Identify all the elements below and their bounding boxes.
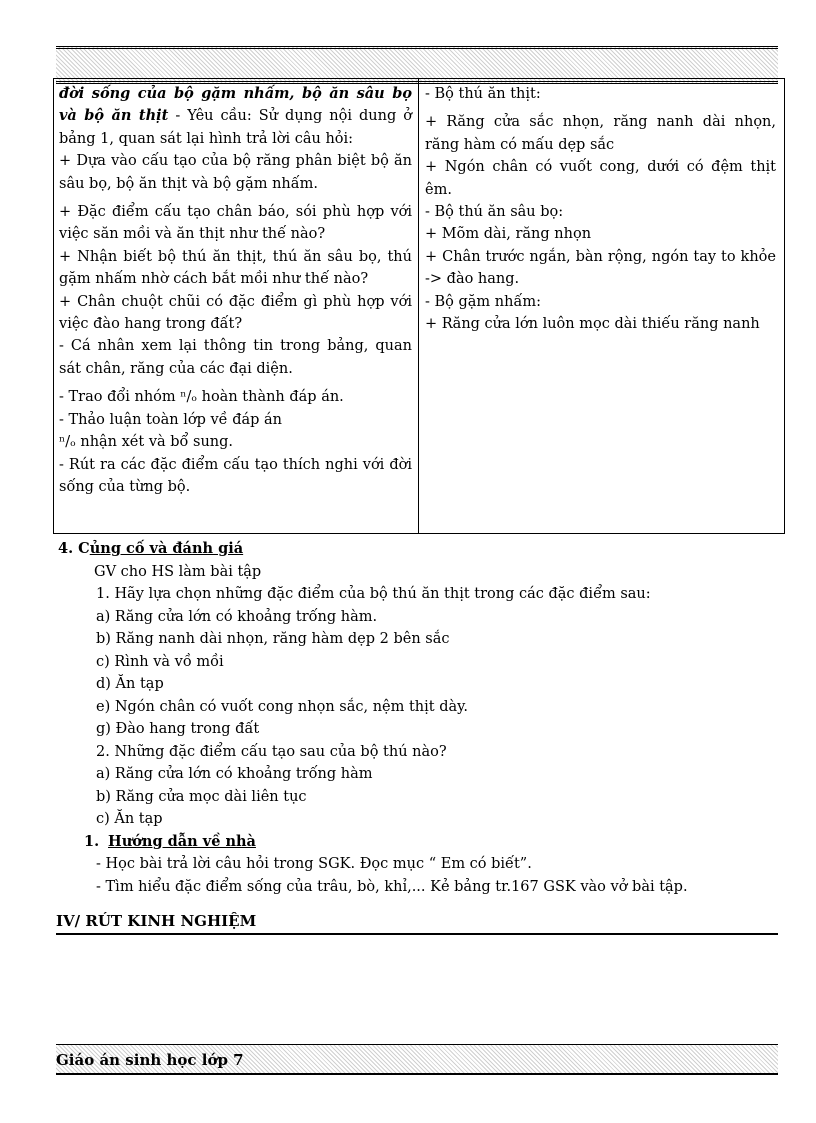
exercise-line: e) Ngón chân có vuốt cong nhọn sắc, nệm thịt dày. <box>96 698 469 715</box>
exercise-line: b) Răng nanh dài nhọn, răng hàm dẹp 2 bên sắc <box>96 631 450 647</box>
table-cell-paragraph: - Bộ gặm nhấm: <box>425 293 541 310</box>
activity-table <box>53 78 785 534</box>
exercise-line: c) Rình và vồ mồi <box>96 653 224 670</box>
exercise-line: 2. Những đặc điểm cấu tạo sau của bộ thú nào? <box>96 743 447 760</box>
section-intro: GV cho HS làm bài tập <box>94 563 262 580</box>
homework-line: - Học bài trả lời câu hỏi trong SGK. Đọc mục “ Em có biết”. <box>96 856 532 872</box>
table-cell-paragraph: - Thảo luận toàn lớp về đáp án <box>59 411 283 428</box>
exercise-line: d) Ăn tạp <box>96 676 164 692</box>
exercise-line: 1. Hãy lựa chọn những đặc điểm của bộ thú ăn thịt trong các đặc điểm sau: <box>96 586 651 602</box>
table-cell-paragraph: - Trao đổi nhóm ⁿ/ₒ hoàn thành đáp án. <box>59 389 344 406</box>
table-cell-paragraph: - Rút ra các đặc điểm cấu tạo thích nghi với đời sống của từng bộ. <box>59 456 412 495</box>
exercise-line: a) Răng cửa lớn có khoảng trống hàm <box>96 766 373 782</box>
homework-line: - Tìm hiểu đặc điểm sống của trâu, bò, khỉ,... Kẻ bảng tr.167 GSK vào vở bài tập. <box>96 878 688 895</box>
exercise-line: b) Răng cửa mọc dài liên tục <box>96 788 307 805</box>
table-cell-paragraph: + Đặc điểm cấu tạo chân báo, sói phù hợp với việc săn mồi và ăn thịt như thế nào? <box>59 204 412 243</box>
exercise-line: a) Răng cửa lớn có khoảng trống hàm. <box>96 608 378 625</box>
teacher-student-column <box>54 79 419 533</box>
table-cell-paragraph: + Nhận biết bộ thú ăn thịt, thú ăn sâu bọ, thú gặm nhấm nhờ cách bắt mồi như thế nào? <box>59 248 412 288</box>
section-review <box>58 538 778 898</box>
exercise-line: g) Đào hang trong đất <box>96 721 260 737</box>
table-cell-paragraph: + Răng cửa lớn luôn mọc dài thiếu răng nanh <box>425 316 760 333</box>
section-heading-homework: 1. Hướng dẫn về nhà <box>84 832 256 850</box>
table-cell-paragraph: - Bộ thú ăn thịt: <box>425 86 541 102</box>
table-cell-paragraph: + Chân chuột chũi có đặc điểm gì phù hợp với việc đào hang trong đất? <box>59 293 412 333</box>
table-cell-paragraph: + Mõm dài, răng nhọn <box>425 226 592 243</box>
rut-kinh-nghiem-heading: IV/ RÚT KINH NGHIỆM <box>56 909 778 935</box>
table-cell-paragraph: - Bộ thú ăn sâu bọ: <box>425 204 564 221</box>
content-column <box>419 79 784 533</box>
table-cell-paragraph: + Chân trước ngắn, bàn rộng, ngón tay to khỏe -> đào hang. <box>425 248 776 288</box>
exercise-line: c) Ăn tạp <box>96 811 163 827</box>
table-cell-paragraph: ⁿ/ₒ nhận xét và bổ sung. <box>59 434 234 451</box>
table-cell-paragraph: + Dựa vào cấu tạo của bộ răng phân biệt bộ ăn sâu bọ, bộ ăn thịt và bộ gặm nhấm. <box>59 153 412 192</box>
table-cell-paragraph: - Cá nhân xem lại thông tin trong bảng, quan sát chân, răng của các đại diện. <box>59 338 412 377</box>
table-cell-paragraph: + Răng cửa sắc nhọn, răng nanh dài nhọn, răng hàm có mấu dẹp sắc <box>425 114 776 153</box>
table-cell-paragraph: + Ngón chân có vuốt cong, dưới có đệm thịt êm. <box>425 159 776 198</box>
table-cell-paragraph: đời sống của bộ gặm nhấm, bộ ăn sâu bọ và bộ ăn thịt - Yêu cầu: Sử dụng nội dung ở bảng 1, quan sát lại hình trả lời câu hỏi: <box>59 85 412 147</box>
section-heading: 4. Củng cố và đánh giá <box>58 540 244 557</box>
page-footer: Giáo án sinh học lớp 7 <box>56 1044 778 1075</box>
